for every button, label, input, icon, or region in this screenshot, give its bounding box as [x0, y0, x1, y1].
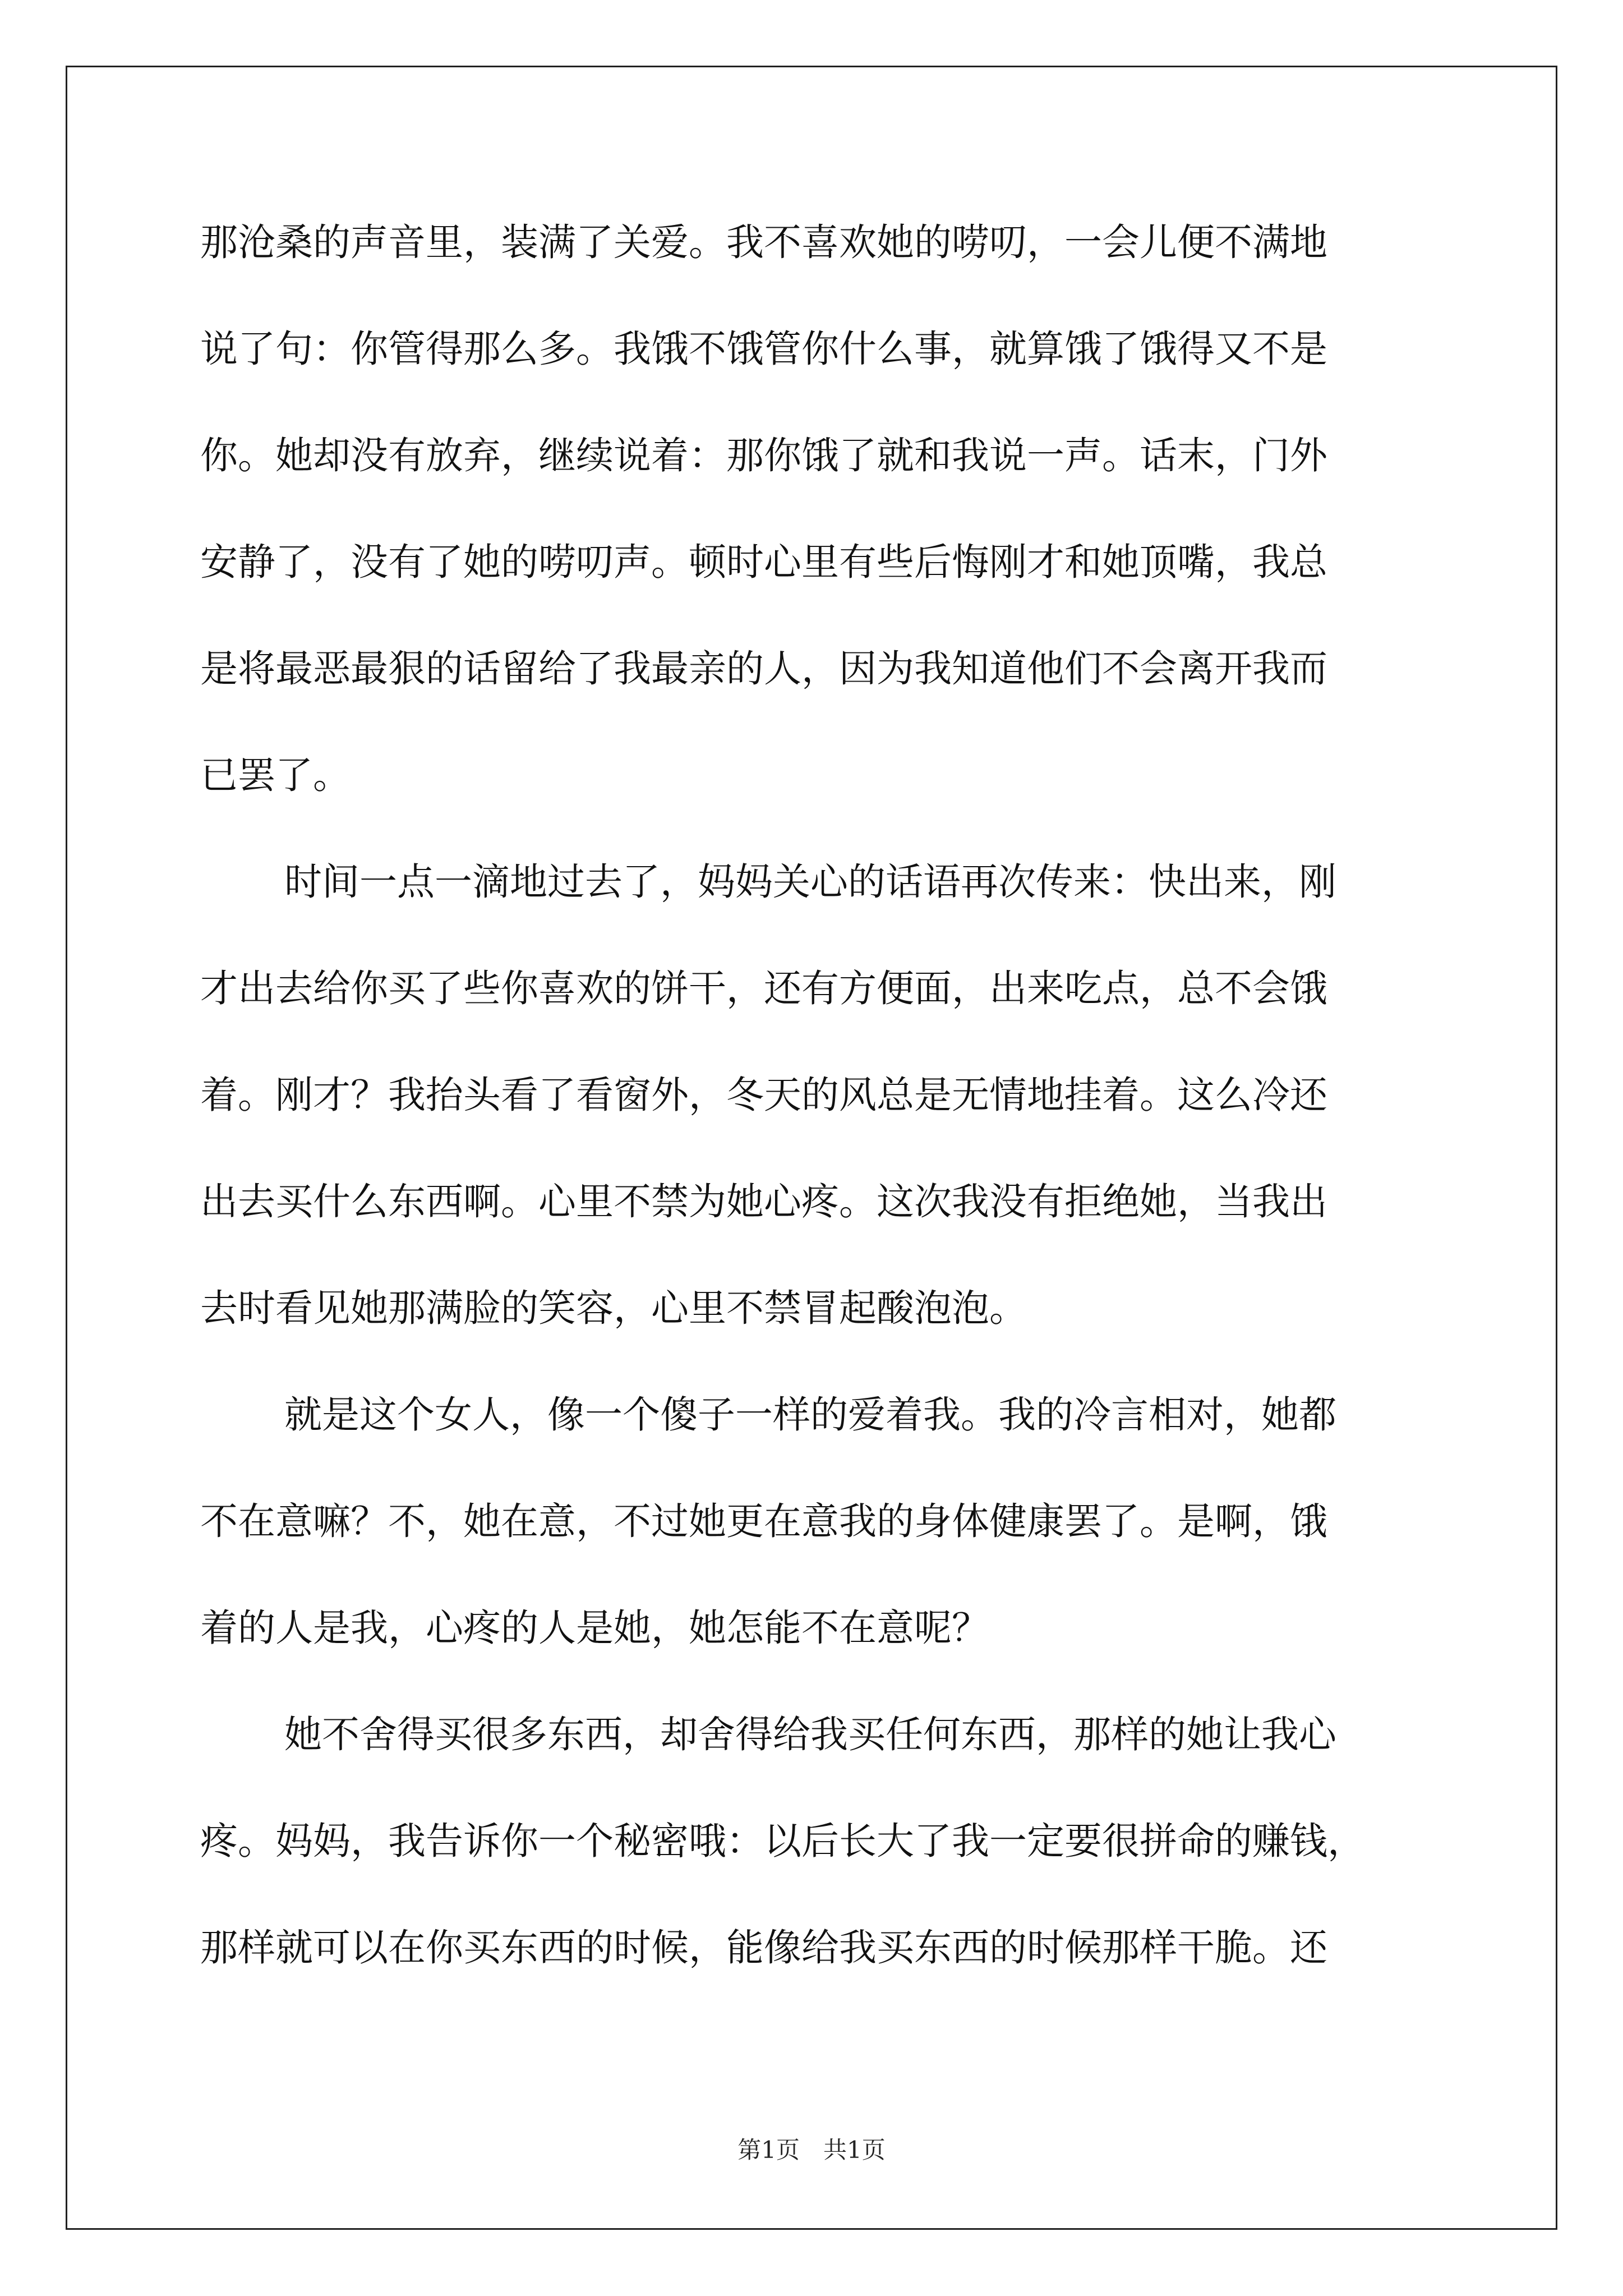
text-line: 那沧桑的声音里，装满了关爱。我不喜欢她的唠叨，一会儿便不满地: [200, 220, 1327, 264]
text-line: 已罢了。: [200, 753, 351, 797]
text-line: 安静了，没有了她的唠叨声。顿时心里有些后悔刚才和她顶嘴，我总: [200, 540, 1327, 584]
text-line: 是将最恶最狠的话留给了我最亲的人，因为我知道他们不会离开我而: [200, 647, 1327, 691]
paragraph-start-line: 她不舍得买很多东西，却舍得给我买任何东西，那样的她让我心: [284, 1713, 1336, 1756]
text-line: 着。刚才？我抬头看了看窗外，冬天的风总是无情地挂着。这么冷还: [200, 1073, 1327, 1117]
paragraph-start-line: 时间一点一滴地过去了，妈妈关心的话语再次传来：快出来，刚: [284, 860, 1336, 904]
document-body: [200, 216, 1434, 2028]
text-line: 那样就可以在你买东西的时候，能像给我买东西的时候那样干脆。还: [200, 1926, 1327, 1970]
text-line: 疼。妈妈，我告诉你一个秘密哦：以后长大了我一定要很拼命的赚钱，: [200, 1819, 1365, 1863]
text-line: 出去买什么东西啊。心里不禁为她心疼。这次我没有拒绝她，当我出: [200, 1180, 1327, 1223]
paragraph-start-line: 就是这个女人，像一个傻子一样的爱着我。我的冷言相对，她都: [284, 1393, 1336, 1437]
text-line: 不在意嘛？不，她在意，不过她更在意我的身体健康罢了。是啊，饿: [200, 1499, 1327, 1543]
text-line: 说了句：你管得那么多。我饿不饿管你什么事，就算饿了饿得又不是: [200, 327, 1327, 371]
page-footer: 第1页 共1页: [737, 2136, 886, 2164]
text-line: 着的人是我，心疼的人是她，她怎能不在意呢？: [200, 1606, 989, 1650]
text-line: 去时看见她那满脸的笑容，心里不禁冒起酸泡泡。: [200, 1286, 1027, 1330]
text-line: 才出去给你买了些你喜欢的饼干，还有方便面，出来吃点，总不会饿: [200, 967, 1327, 1010]
text-line: 你。她却没有放弃，继续说着：那你饿了就和我说一声。话末，门外: [200, 434, 1327, 477]
